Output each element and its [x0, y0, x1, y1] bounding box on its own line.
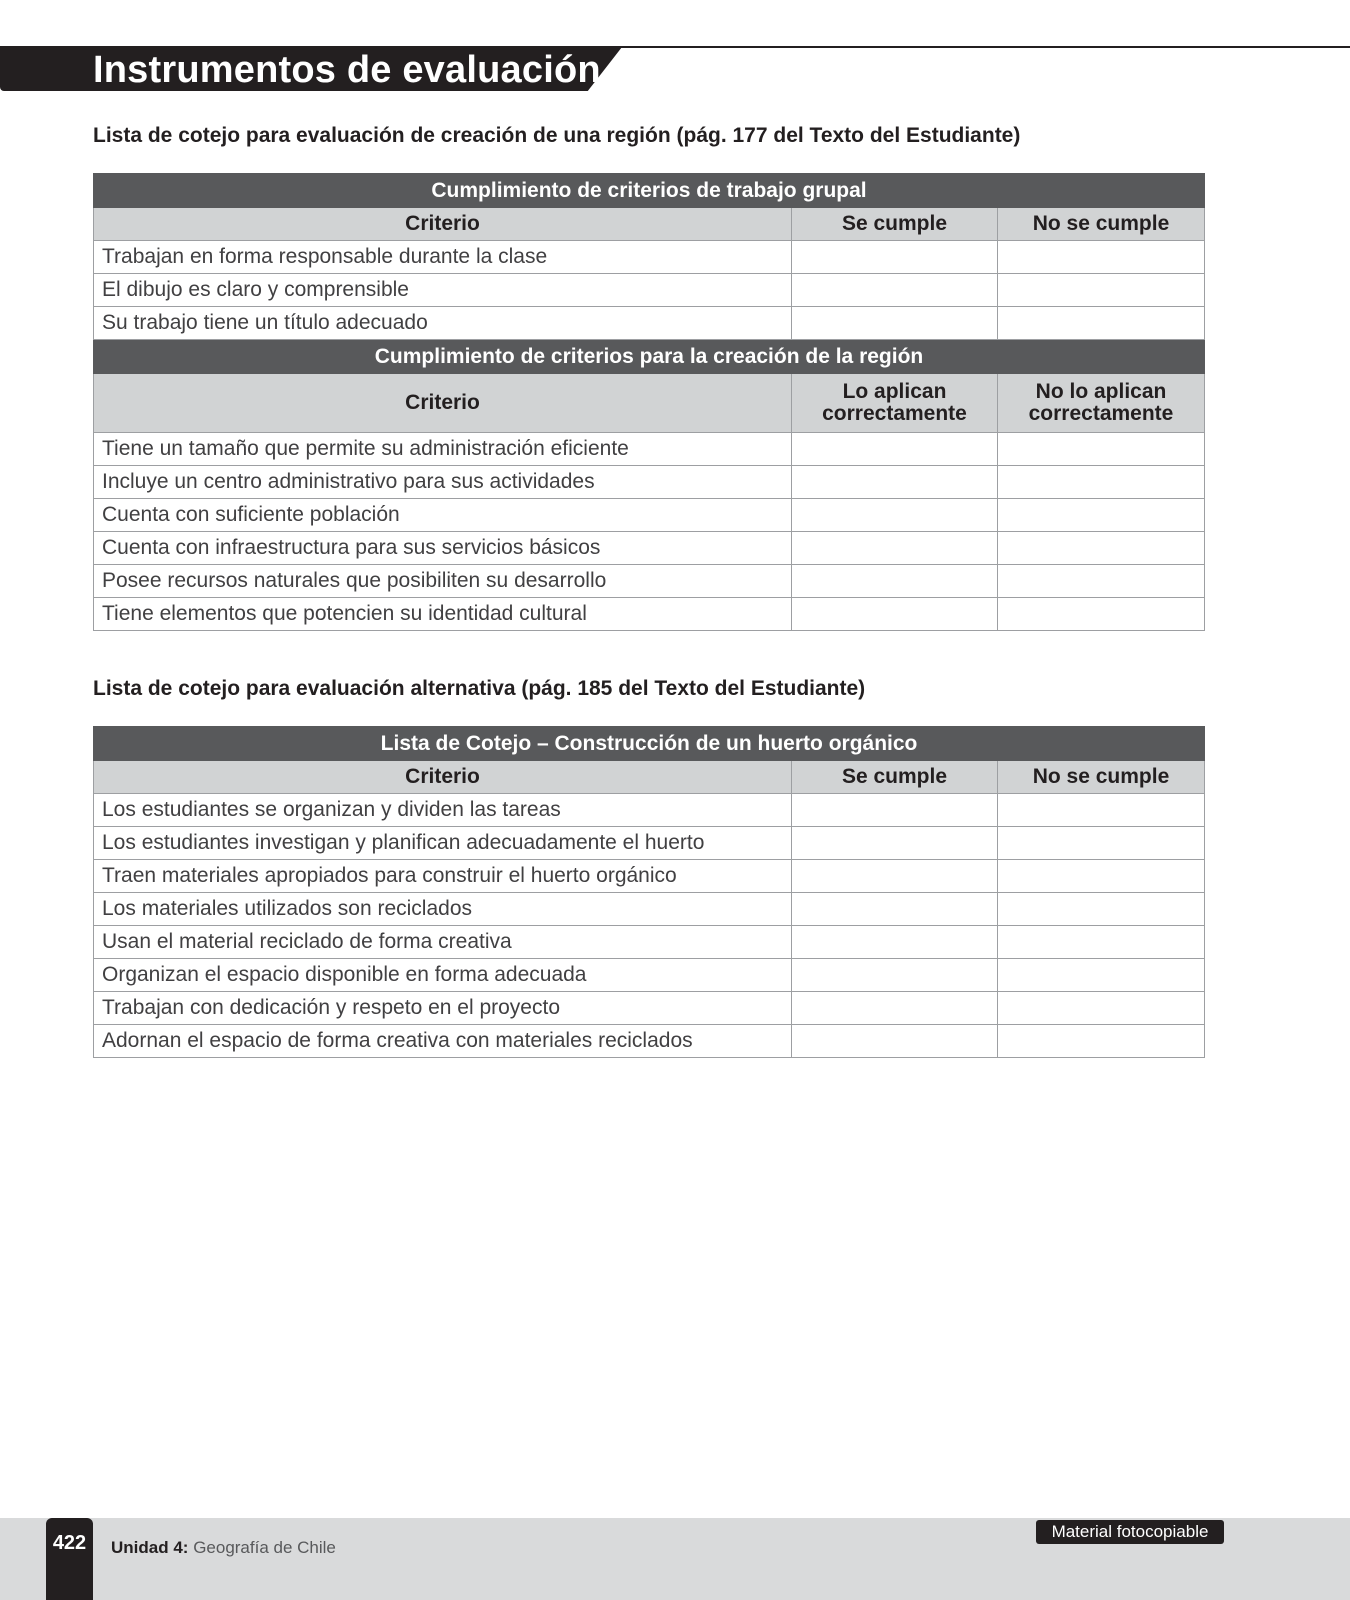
table-row: [94, 532, 1205, 565]
checklist-table-huerto: [93, 726, 1205, 1058]
criterion-text: Su trabajo tiene un título adecuado: [94, 307, 792, 340]
table-row: [94, 598, 1205, 631]
criterion-text: Tiene elementos que potencien su identidad cultural: [94, 598, 792, 631]
column-header-row: [94, 761, 1205, 794]
unit-name: Geografía de Chile: [193, 1538, 336, 1557]
table-row: [94, 926, 1205, 959]
photocopiable-badge: Material fotocopiable: [1036, 1520, 1224, 1544]
column-header-criterio: Criterio: [94, 208, 792, 241]
criterion-text: Incluye un centro administrativo para sus actividades: [94, 466, 792, 499]
check-cell-no-se-cumple[interactable]: [998, 274, 1205, 307]
table-row: [94, 433, 1205, 466]
table-row: [94, 274, 1205, 307]
criterion-text: Usan el material reciclado de forma creativa: [94, 926, 792, 959]
column-header-criterio: Criterio: [94, 374, 792, 433]
check-cell-se-cumple[interactable]: [792, 893, 998, 926]
check-cell-se-cumple[interactable]: [792, 241, 998, 274]
check-cell-no-se-cumple[interactable]: [998, 992, 1205, 1025]
column-header-no-se-cumple: No se cumple: [998, 208, 1205, 241]
check-cell-no-lo-aplican[interactable]: [998, 466, 1205, 499]
criterion-text: Posee recursos naturales que posibiliten su desarrollo: [94, 565, 792, 598]
check-cell-se-cumple[interactable]: [792, 860, 998, 893]
criterion-text: Los materiales utilizados son reciclados: [94, 893, 792, 926]
criterion-text: Traen materiales apropiados para construir el huerto orgánico: [94, 860, 792, 893]
check-cell-no-lo-aplican[interactable]: [998, 499, 1205, 532]
check-cell-no-lo-aplican[interactable]: [998, 598, 1205, 631]
check-cell-se-cumple[interactable]: [792, 959, 998, 992]
check-cell-no-se-cumple[interactable]: [998, 241, 1205, 274]
criterion-text: El dibujo es claro y comprensible: [94, 274, 792, 307]
check-cell-no-se-cumple[interactable]: [998, 827, 1205, 860]
table-row: [94, 466, 1205, 499]
check-cell-se-cumple[interactable]: [792, 794, 998, 827]
check-cell-no-se-cumple[interactable]: [998, 307, 1205, 340]
check-cell-no-lo-aplican[interactable]: [998, 433, 1205, 466]
check-cell-lo-aplican[interactable]: [792, 433, 998, 466]
table-row: [94, 307, 1205, 340]
table-row: [94, 827, 1205, 860]
check-cell-no-se-cumple[interactable]: [998, 926, 1205, 959]
check-cell-lo-aplican[interactable]: [792, 499, 998, 532]
check-cell-se-cumple[interactable]: [792, 926, 998, 959]
group-title-creacion-region: Cumplimiento de criterios para la creación de la región: [94, 340, 1205, 374]
criterion-text: Cuenta con infraestructura para sus servicios básicos: [94, 532, 792, 565]
criterion-text: Los estudiantes se organizan y dividen las tareas: [94, 794, 792, 827]
column-header-row: [94, 374, 1205, 433]
page-title: Instrumentos de evaluación: [93, 49, 601, 91]
check-cell-lo-aplican[interactable]: [792, 565, 998, 598]
criterion-text: Organizan el espacio disponible en forma adecuada: [94, 959, 792, 992]
column-header-no-lo-aplican: No lo aplican correctamente: [998, 374, 1205, 433]
group-header-row: [94, 174, 1205, 208]
table-row: [94, 893, 1205, 926]
group-title-trabajo-grupal: Cumplimiento de criterios de trabajo grupal: [94, 174, 1205, 208]
table-row: [94, 499, 1205, 532]
check-cell-lo-aplican[interactable]: [792, 598, 998, 631]
check-cell-se-cumple[interactable]: [792, 307, 998, 340]
check-cell-no-se-cumple[interactable]: [998, 794, 1205, 827]
column-header-no-se-cumple: No se cumple: [998, 761, 1205, 794]
check-cell-se-cumple[interactable]: [792, 274, 998, 307]
column-header-criterio: Criterio: [94, 761, 792, 794]
check-cell-no-se-cumple[interactable]: [998, 860, 1205, 893]
criterion-text: Los estudiantes investigan y planifican adecuadamente el huerto: [94, 827, 792, 860]
check-cell-se-cumple[interactable]: [792, 827, 998, 860]
criterion-text: Cuenta con suficiente población: [94, 499, 792, 532]
table-row: [94, 241, 1205, 274]
page-number-tab: [46, 1518, 93, 1600]
criterion-text: Adornan el espacio de forma creativa con materiales reciclados: [94, 1025, 792, 1058]
check-cell-lo-aplican[interactable]: [792, 532, 998, 565]
unit-prefix: Unidad 4:: [111, 1538, 189, 1557]
table-row: [94, 1025, 1205, 1058]
column-header-row: [94, 208, 1205, 241]
check-cell-se-cumple[interactable]: [792, 1025, 998, 1058]
check-cell-no-se-cumple[interactable]: [998, 893, 1205, 926]
column-header-se-cumple: Se cumple: [792, 761, 998, 794]
criterion-text: Trabajan con dedicación y respeto en el proyecto: [94, 992, 792, 1025]
section-1-heading: Lista de cotejo para evaluación de creación de una región (pág. 177 del Texto del Estudiante): [93, 124, 1021, 147]
check-cell-se-cumple[interactable]: [792, 992, 998, 1025]
column-header-lo-aplican: Lo aplican correctamente: [792, 374, 998, 433]
group-header-row: [94, 727, 1205, 761]
table-row: [94, 992, 1205, 1025]
checklist-table-region: [93, 173, 1205, 631]
page-number: 422: [52, 1532, 87, 1554]
check-cell-no-se-cumple[interactable]: [998, 1025, 1205, 1058]
check-cell-no-se-cumple[interactable]: [998, 959, 1205, 992]
criterion-text: Trabajan en forma responsable durante la clase: [94, 241, 792, 274]
table-row: [94, 959, 1205, 992]
column-header-se-cumple: Se cumple: [792, 208, 998, 241]
group-header-row: [94, 340, 1205, 374]
criterion-text: Tiene un tamaño que permite su administración eficiente: [94, 433, 792, 466]
check-cell-lo-aplican[interactable]: [792, 466, 998, 499]
check-cell-no-lo-aplican[interactable]: [998, 565, 1205, 598]
table-row: [94, 794, 1205, 827]
group-title-huerto: Lista de Cotejo – Construcción de un huerto orgánico: [94, 727, 1205, 761]
table-row: [94, 860, 1205, 893]
table-row: [94, 565, 1205, 598]
check-cell-no-lo-aplican[interactable]: [998, 532, 1205, 565]
unit-label: [111, 1538, 336, 1558]
section-2-heading: Lista de cotejo para evaluación alternativa (pág. 185 del Texto del Estudiante): [93, 677, 866, 700]
